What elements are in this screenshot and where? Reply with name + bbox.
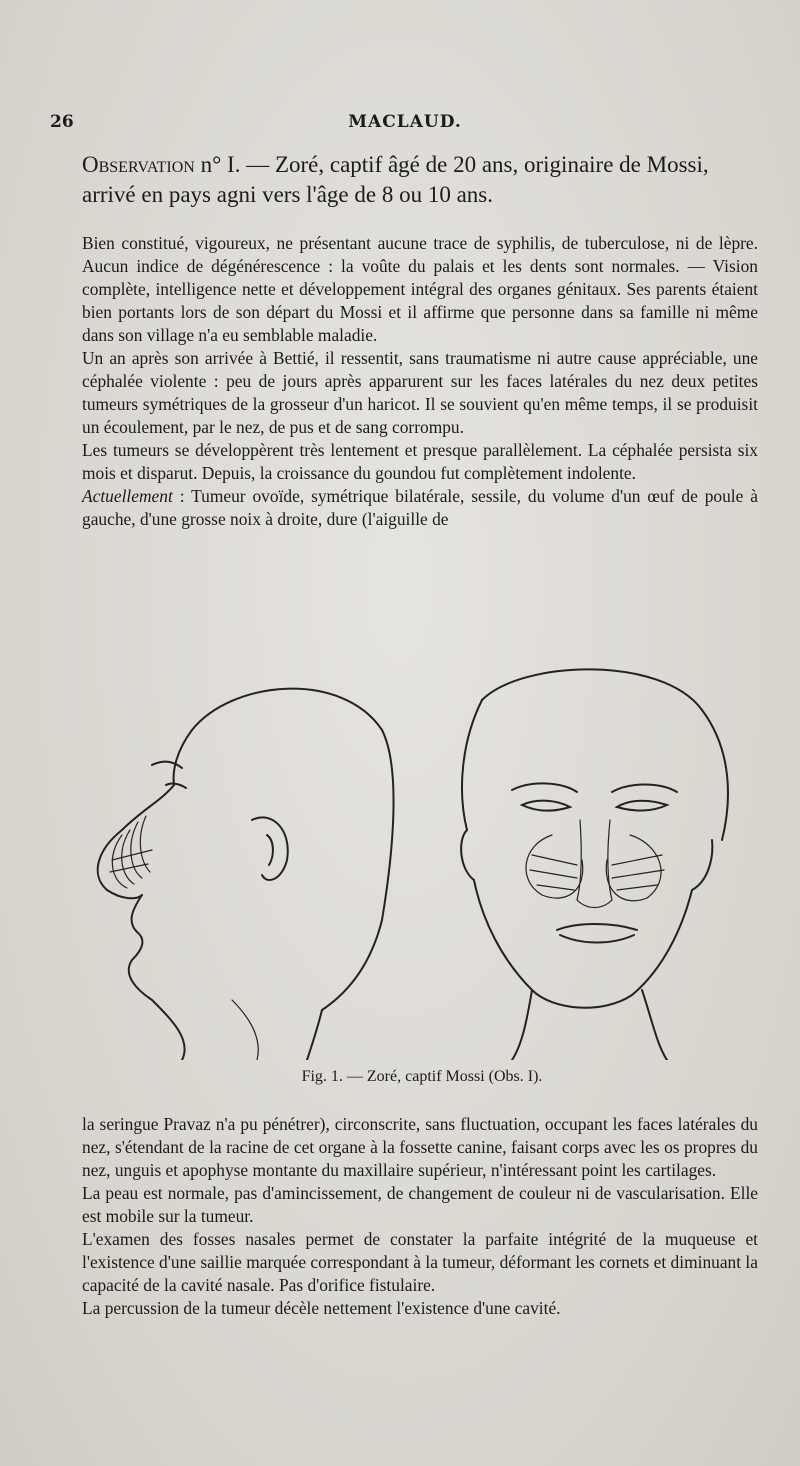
running-title: MACLAUD. xyxy=(348,112,462,132)
running-head xyxy=(50,112,760,136)
portrait-illustration xyxy=(82,660,762,1060)
paragraph: Bien constitué, vigoureux, ne présentant aucune trace de syphilis, de tuberculose, ni de lèpre. Aucun indice de dégénérescence : la voûte du palais et les dents sont normales. — Vision complète, intelligence nette et développement intégral des organes génitaux. Ses parents étaient bien portants lors de son départ du Mossi et il affirme que personne dans sa famille ni même dans son village n'a eu semblable maladie. xyxy=(82,233,758,345)
text-block-top xyxy=(82,232,758,531)
observation-label: Observation xyxy=(82,152,195,177)
paragraph: la seringue Pravaz n'a pu pénétrer), circonscrite, sans fluctuation, occupant les faces latérales du nez, s'étendant de la racine de cet organe à la fossette canine, faisant corps avec les os propres du nez, unguis et apophyse montante du maxillaire supérieur, n'intéressant point les cartilages. xyxy=(82,1114,758,1180)
paragraph: Les tumeurs se développèrent très lentement et presque parallèlement. La céphalée persista six mois et disparut. Depuis, la croissance du goundou fut complètement indolente. xyxy=(82,440,758,483)
observation-number: n° I. xyxy=(200,152,241,177)
text-block-bottom xyxy=(82,1113,758,1320)
frontal-tumor-shading xyxy=(526,820,664,908)
paragraph-actuellement xyxy=(82,485,758,531)
figure-caption: Fig. 1. — Zoré, captif Mossi (Obs. I). xyxy=(301,1068,543,1085)
actuellement-lead: Actuellement xyxy=(82,486,173,506)
paragraph: L'examen des fosses nasales permet de constater la parfaite intégrité de la muqueuse et l'existence d'une saillie marquée correspondant à la tumeur, déformant les cornets et diminuant la capacité de la cavité nasale. Pas d'orifice fistulaire. xyxy=(82,1229,758,1295)
observation-title-rest: — Zoré, captif âgé de 20 ans, originaire de Mossi, arrivé en pays agni vers l'âge de 8 ou 10 ans. xyxy=(82,152,709,207)
profile-tumor-shading xyxy=(110,816,152,888)
figure-drawing xyxy=(82,660,762,1060)
actuellement-text: : Tumeur ovoïde, symétrique bilatérale, sessile, du volume d'un œuf de poule à gauche, d'une grosse noix à droite, dure (l'aiguille de xyxy=(82,486,758,529)
frontal-head-drawing xyxy=(461,669,728,1060)
observation-title xyxy=(82,150,762,210)
page-number: 26 xyxy=(50,112,74,132)
paragraph: Un an après son arrivée à Bettié, il ressentit, sans traumatisme ni autre cause appréciable, une céphalée violente : peu de jours après apparurent sur les faces latérales du nez deux petites tumeurs symétriques de la grosseur d'un haricot. Il se souvient qu'en même temps, il se produisit un écoulement, par le nez, de pus et de sang corrompu. xyxy=(82,348,758,437)
paragraph: La peau est normale, pas d'amincissement, de changement de couleur ni de vascularisation. Elle est mobile sur la tumeur. xyxy=(82,1183,758,1226)
paragraph: La percussion de la tumeur décèle nettement l'existence d'une cavité. xyxy=(82,1298,561,1318)
profile-head-drawing xyxy=(98,689,394,1060)
